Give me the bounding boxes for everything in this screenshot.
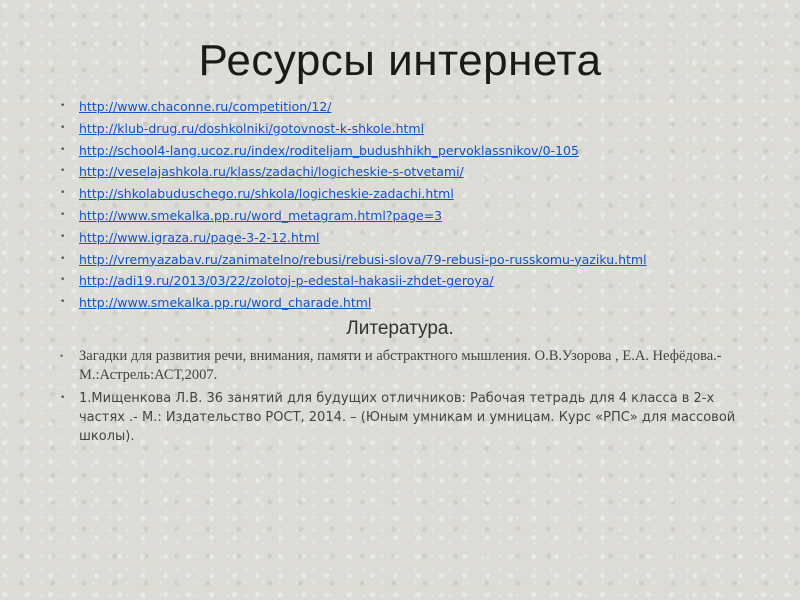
bullet-icon: • <box>60 166 66 177</box>
bullet-icon: • <box>60 101 66 111</box>
hyperlink[interactable]: http://school4-lang.ucoz.ru/index/roditeljam_budushhikh_pervoklassnikov/0-105 <box>79 142 579 158</box>
hyperlink[interactable]: http://shkolabuduschego.ru/shkola/logicheskie-zadachi.html <box>79 186 454 202</box>
hyperlink[interactable]: http://www.igraza.ru/page-3-2-12.html <box>79 229 320 245</box>
link-item <box>60 161 780 183</box>
link-item <box>60 249 780 271</box>
link-item <box>60 96 780 118</box>
link-item <box>60 140 780 162</box>
literature-list <box>60 347 740 450</box>
link-item <box>60 183 780 205</box>
bullet-icon: • <box>60 144 66 155</box>
bullet-icon: • <box>60 351 64 361</box>
bullet-icon: • <box>60 253 66 264</box>
literature-item <box>60 347 740 385</box>
bullet-icon: • <box>60 393 66 403</box>
link-item <box>60 270 780 292</box>
slide-title: Ресурсы интернета <box>198 36 602 85</box>
bullet-icon: • <box>60 297 66 308</box>
literature-text: 1.Мищенкова Л.В. 36 занятий для будущих отличников: Рабочая тетрадь для 4 класса в 2-х частях .- М.: Издательство РОСТ, 2014. – (Юным умникам и умницам. Курс «РПС» для массовой школы). <box>79 391 736 444</box>
link-item <box>60 292 780 314</box>
hyperlink[interactable]: http://www.smekalka.pp.ru/word_metagram.html?page=3 <box>79 207 443 223</box>
bullet-icon: • <box>60 188 66 199</box>
bullet-icon: • <box>60 209 66 220</box>
bullet-icon: • <box>60 122 66 133</box>
hyperlink[interactable]: http://klub-drug.ru/doshkolniki/gotovnost-k-shkole.html <box>79 120 425 136</box>
hyperlink[interactable]: http://www.chaconne.ru/competition/12/ <box>79 99 332 114</box>
hyperlink[interactable]: http://veselajashkola.ru/klass/zadachi/logicheskie-s-otvetami/ <box>79 164 464 180</box>
bullet-icon: • <box>60 275 66 286</box>
hyperlink[interactable]: http://vremyazabav.ru/zanimatelno/rebusi/rebusi-slova/79-rebusi-po-russkomu-yaziku.html <box>79 251 647 267</box>
link-item <box>60 118 780 140</box>
hyperlink[interactable]: http://www.smekalka.pp.ru/word_charade.html <box>79 295 372 311</box>
link-list <box>60 96 780 314</box>
hyperlink[interactable]: http://adi19.ru/2013/03/22/zolotoj-p-edestal-hakasii-zhdet-geroya/ <box>79 273 494 289</box>
link-item <box>60 227 780 249</box>
literature-heading: Литература. <box>346 318 454 339</box>
literature-item <box>60 389 740 446</box>
literature-text: Загадки для развития речи, внимания, памяти и абстрактного мышления. О.В.Узорова , Е.А. Нефёдова.-М.:Астрель:АСТ,2007. <box>79 348 722 383</box>
link-item <box>60 205 780 227</box>
bullet-icon: • <box>60 231 66 242</box>
